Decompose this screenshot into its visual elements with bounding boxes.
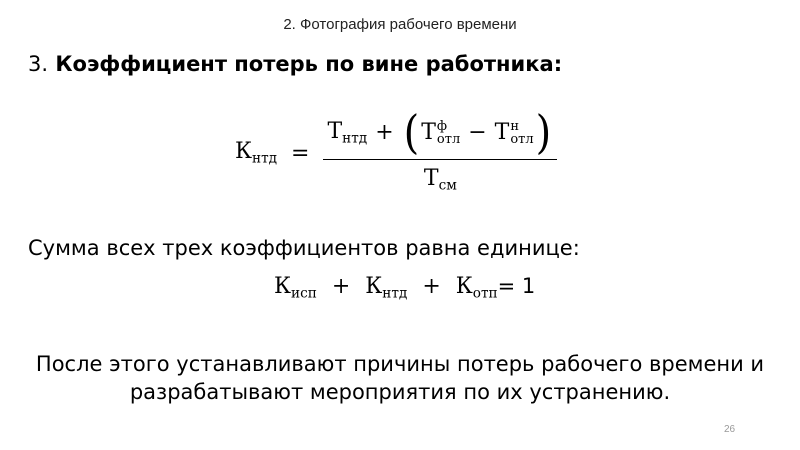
formula-sum (274, 274, 535, 301)
term-k-isp: $К_{исп}$ (274, 274, 317, 302)
formula-denominator: $Т_{см}$ (423, 166, 457, 194)
plus-sign: + (375, 120, 394, 146)
minus-sign: − (468, 120, 487, 146)
plus-sign-1: + (331, 274, 351, 299)
formula-k-ntd (235, 108, 557, 198)
sum-statement: Сумма всех трех коэффициентов равна единице: (28, 236, 580, 260)
conclusion-line-2: разрабатывают мероприятия по их устранению. (129, 380, 671, 404)
equals-one: = 1 (497, 274, 536, 298)
formula-fraction (323, 106, 557, 194)
plus-sign-2: + (422, 274, 441, 299)
page-number: 26 (724, 424, 736, 435)
close-paren: ) (535, 106, 552, 160)
term-t-otl-n: Т н отл (494, 118, 534, 147)
conclusion-line-1: После этого устанавливают причины потерь рабочего времени и (35, 352, 765, 376)
term-k-otp: $К_{отп}$ (455, 274, 498, 302)
heading-number: 3. (28, 52, 49, 76)
section-heading (28, 52, 562, 76)
term-k-ntd: $К_{нтд}$ (365, 274, 408, 302)
term-t-ntd: $Т_{нтд}$ (327, 118, 368, 147)
formula-equals: = (291, 140, 310, 166)
conclusion-text (0, 350, 800, 406)
formula-numerator (323, 106, 557, 160)
open-paren: ( (403, 106, 420, 160)
term-t-otl-f: Т ф отл (421, 118, 461, 147)
slide-header: 2. Фотография рабочего времени (283, 16, 517, 33)
heading-text: Коэффициент потерь по вине работника: (55, 52, 563, 76)
formula-lhs: $К_{нтд}$ (235, 139, 278, 167)
